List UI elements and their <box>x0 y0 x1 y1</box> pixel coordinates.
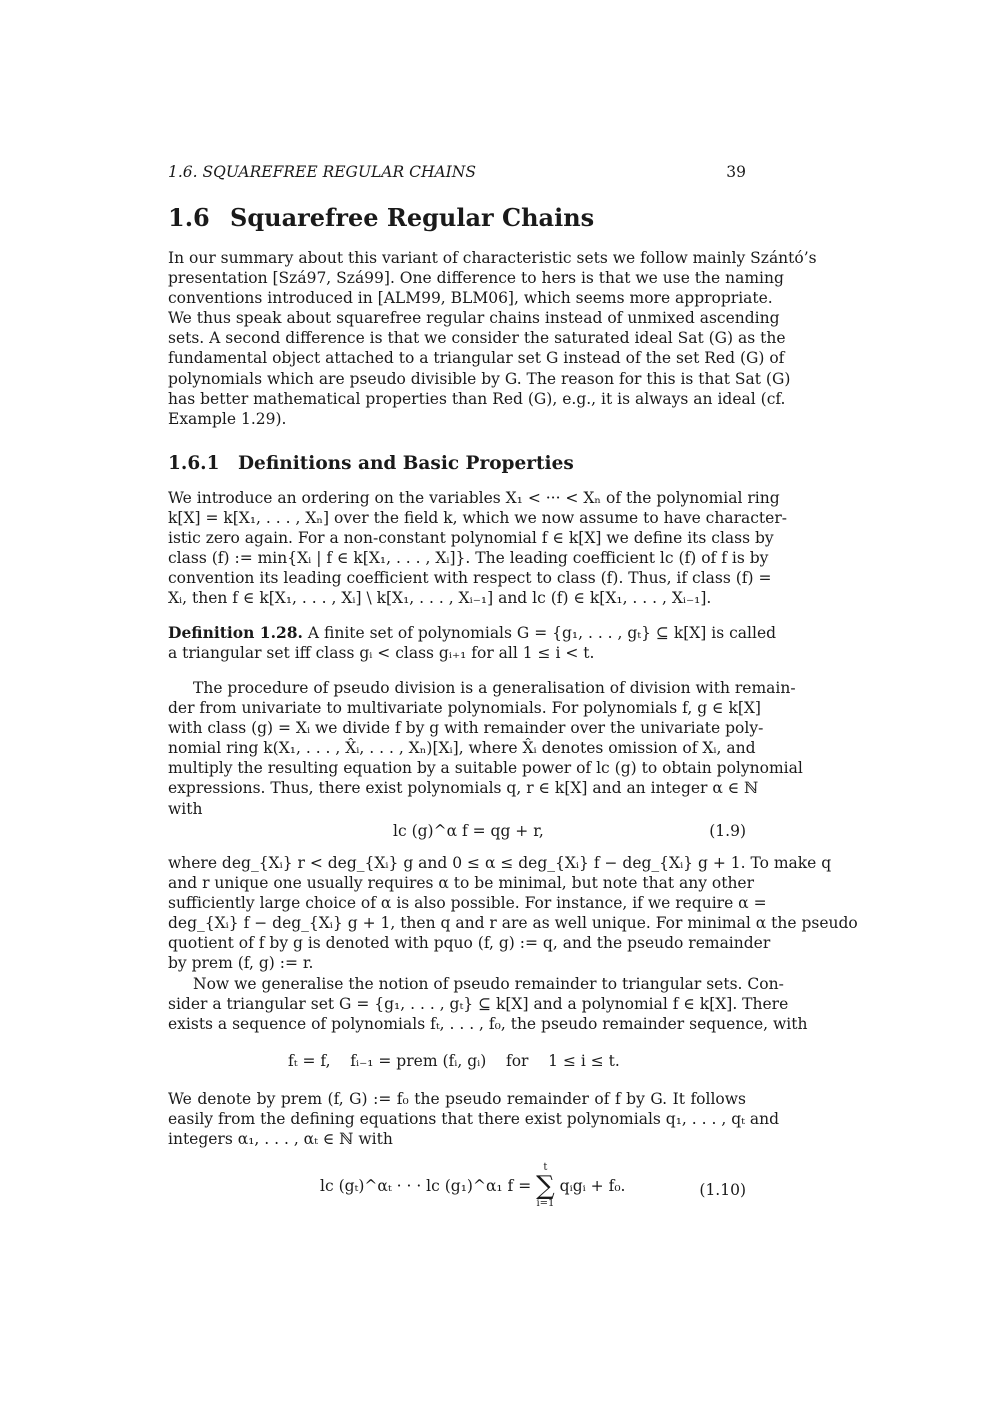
text-line: sider a triangular set G = {g₁, . . . , gₜ} ⊆ k[X] and a polynomial f ∈ k[X]. There <box>168 994 789 1013</box>
text-line: a triangular set iff class gᵢ < class gᵢ₊₁ for all 1 ≤ i < t. <box>168 644 595 663</box>
text-line: Example 1.29). <box>168 409 287 428</box>
text-line: We thus speak about squarefree regular chains instead of unmixed ascending <box>168 309 780 328</box>
text-line: and r unique one usually requires α to be minimal, but note that any other <box>168 874 755 893</box>
text-line: fundamental object attached to a triangular set G instead of the set Red (G) of <box>168 349 785 368</box>
text-line: The procedure of pseudo division is a generalisation of division with remain- <box>193 679 796 697</box>
definition-1-28 <box>168 623 777 663</box>
text-line: In our summary about this variant of characteristic sets we follow mainly Szántó’s <box>168 249 817 267</box>
text-line: multiply the resulting equation by a suitable power of lc (g) to obtain polynomial <box>168 759 803 778</box>
text-line: expressions. Thus, there exist polynomials q, r ∈ k[X] and an integer α ∈ ℕ <box>168 779 759 798</box>
summation-sign: t ∑ i=1 <box>536 1162 555 1209</box>
equation-body: fₜ = f, fᵢ₋₁ = prem (fᵢ, gᵢ) for 1 ≤ i ≤ t. <box>288 1052 620 1070</box>
text-line: presentation [Szá97, Szá99]. One difference to hers is that we use the naming <box>168 269 784 288</box>
text-line: We denote by prem (f, G) := f₀ the pseudo remainder of f by G. It follows <box>168 1090 746 1108</box>
after-equation-paragraph <box>168 853 858 1034</box>
text-line: der from univariate to multivariate polynomials. For polynomials f, g ∈ k[X] <box>168 699 761 718</box>
equation-sequence <box>168 1052 746 1074</box>
running-head <box>168 163 746 185</box>
text-line: sufficiently large choice of α is also possible. For instance, if we require α = <box>168 894 767 913</box>
equation-1-9 <box>168 822 746 844</box>
text-line: by prem (f, g) := r. <box>168 954 314 973</box>
text-line: class (f) := min{Xᵢ | f ∈ k[X₁, . . . , Xᵢ]}. The leading coefficient lc (f) of f is by <box>168 549 769 568</box>
text-line: integers α₁, . . . , αₜ ∈ ℕ with <box>168 1130 393 1149</box>
text-line: has better mathematical properties than Red (G), e.g., it is always an ideal (cf. <box>168 389 786 408</box>
subsection-number: 1.6.1 <box>168 453 220 474</box>
text-line: A finite set of polynomials G = {g₁, . . . , gₜ} ⊆ k[X] is called <box>307 624 777 642</box>
text-line: easily from the defining equations that there exist polynomials q₁, . . . , qₜ and <box>168 1110 780 1129</box>
text-line: where deg_{Xᵢ} r < deg_{Xᵢ} g and 0 ≤ α ≤ deg_{Xᵢ} f − deg_{Xᵢ} g + 1. To make q <box>168 854 832 872</box>
text-line: deg_{Xᵢ} f − deg_{Xᵢ} g + 1, then q and r are as well unique. For minimal α the pseudo <box>168 914 858 933</box>
text-line: istic zero again. For a non-constant polynomial f ∈ k[X] we define its class by <box>168 529 774 548</box>
equation-left: lc (gₜ)^αₜ · · · lc (g₁)^α₁ f = <box>320 1177 532 1195</box>
text-line: polynomials which are pseudo divisible by G. The reason for this is that Sat (G) <box>168 369 791 388</box>
text-line: quotient of f by g is denoted with pquo (f, g) := q, and the pseudo remainder <box>168 934 771 953</box>
text-line: We introduce an ordering on the variables X₁ < ··· < Xₙ of the polynomial ring <box>168 489 780 507</box>
denote-paragraph <box>168 1089 780 1149</box>
text-line: with class (g) = Xᵢ we divide f by g with remainder over the univariate poly- <box>168 719 764 738</box>
section-title: Squarefree Regular Chains <box>230 203 595 232</box>
sum-upper-limit: t <box>543 1162 548 1173</box>
text-line: conventions introduced in [ALM99, BLM06], which seems more appropriate. <box>168 289 773 308</box>
text-line: convention its leading coefficient with respect to class (f). Thus, if class (f) = <box>168 569 772 588</box>
subsection-heading <box>168 453 574 474</box>
equation-body: lc (g)^α f = qg + r, <box>393 822 544 840</box>
section-number: 1.6 <box>168 203 210 232</box>
pseudo-division-paragraph <box>168 678 803 819</box>
equation-1-10 <box>168 1163 746 1223</box>
text-line: k[X] = k[X₁, . . . , Xₙ] over the field k, which we now assume to have character- <box>168 509 787 528</box>
section-heading <box>168 203 594 232</box>
text-line: sets. A second difference is that we consider the saturated ideal Sat (G) as the <box>168 329 786 348</box>
intro-paragraph <box>168 248 817 429</box>
ordering-paragraph <box>168 488 787 609</box>
equation-tag: (1.9) <box>709 822 746 840</box>
equation-right: qᵢgᵢ + f₀. <box>559 1177 626 1195</box>
text-line: with <box>168 799 203 818</box>
running-head-title: 1.6. SQUAREFREE REGULAR CHAINS <box>168 163 476 181</box>
equation-tag: (1.10) <box>699 1181 746 1199</box>
sum-lower-limit: i=1 <box>536 1198 555 1209</box>
text-line: Now we generalise the notion of pseudo remainder to triangular sets. Con- <box>193 974 784 993</box>
subsection-title: Definitions and Basic Properties <box>238 453 574 474</box>
text-line: Xᵢ, then f ∈ k[X₁, . . . , Xᵢ] \ k[X₁, . . . , Xᵢ₋₁] and lc (f) ∈ k[X₁, . . . , Xᵢ₋₁]. <box>168 589 712 608</box>
text-line: exists a sequence of polynomials fₜ, . . . , f₀, the pseudo remainder sequence, with <box>168 1014 808 1033</box>
definition-label: Definition 1.28. <box>168 623 303 642</box>
page-number: 39 <box>726 163 746 181</box>
text-line: nomial ring k(X₁, . . . , X̂ᵢ, . . . , Xₙ)[Xᵢ], where X̂ᵢ denotes omission of Xᵢ, and <box>168 739 756 758</box>
